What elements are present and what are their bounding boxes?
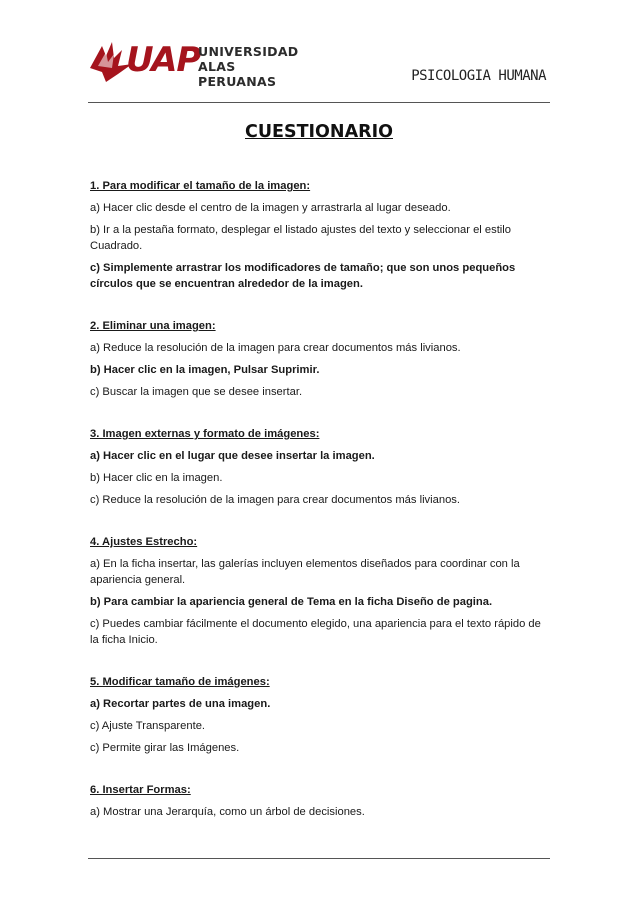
- university-name-line2: ALAS PERUANAS: [198, 59, 277, 89]
- question-block: [90, 782, 548, 820]
- question-block: [90, 534, 548, 648]
- question-title: 3. Imagen externas y formato de imágenes:: [90, 428, 320, 440]
- question-block: [90, 426, 548, 508]
- logo-mark: UAP: [126, 40, 201, 80]
- answer-option: a) En la ficha insertar, las galerías incluyen elementos diseñados para coordinar con la apariencia general.: [90, 558, 520, 586]
- answer-option-correct: b) Hacer clic en la imagen, Pulsar Suprimir.: [90, 364, 320, 376]
- university-name-line1: UNIVERSIDAD: [198, 44, 299, 59]
- answer-option: b) Hacer clic en la imagen.: [90, 472, 223, 484]
- university-name: [198, 44, 298, 89]
- question-title: 2. Eliminar una imagen:: [90, 320, 216, 332]
- questionnaire: [90, 178, 548, 826]
- question-block: [90, 178, 548, 292]
- question-title: 6. Insertar Formas:: [90, 784, 191, 796]
- page-header: [88, 36, 550, 106]
- answer-option: c) Buscar la imagen que se desee insertar.: [90, 386, 303, 398]
- answer-option-correct: a) Hacer clic en el lugar que desee insertar la imagen.: [90, 450, 375, 462]
- question-block: [90, 674, 548, 756]
- answer-option: c) Puedes cambiar fácilmente el documento elegido, una apariencia para el texto rápido de la ficha Inicio.: [90, 618, 541, 646]
- question-title: 4. Ajustes Estrecho:: [90, 536, 198, 548]
- answer-option: c) Permite girar las Imágenes.: [90, 742, 240, 754]
- page-title: CUESTIONARIO: [245, 122, 393, 142]
- answer-option: b) Ir a la pestaña formato, desplegar el listado ajustes del texto y seleccionar el estilo Cuadrado.: [90, 224, 512, 252]
- answer-option: c) Reduce la resolución de la imagen para crear documentos más livianos.: [90, 494, 460, 506]
- answer-option-correct: c) Simplemente arrastrar los modificadores de tamaño; que son unos pequeños círculos que se encuentran alrededor de la imagen.: [90, 262, 516, 290]
- answer-option-correct: b) Para cambiar la apariencia general de Tema en la ficha Diseño de pagina.: [90, 596, 493, 608]
- answer-option: c) Ajuste Transparente.: [90, 720, 206, 732]
- question-title: 1. Para modificar el tamaño de la imagen:: [90, 180, 311, 192]
- answer-option: a) Mostrar una Jerarquía, como un árbol de decisiones.: [90, 806, 365, 818]
- question-title: 5. Modificar tamaño de imágenes:: [90, 676, 270, 688]
- footer-divider: [88, 858, 550, 859]
- question-block: [90, 318, 548, 400]
- header-divider: [88, 102, 550, 103]
- answer-option-correct: a) Recortar partes de una imagen.: [90, 698, 271, 710]
- course-subject: PSICOLOGIA HUMANA: [411, 68, 546, 84]
- answer-option: a) Reduce la resolución de la imagen para crear documentos más livianos.: [90, 342, 461, 354]
- answer-option: a) Hacer clic desde el centro de la imagen y arrastrarla al lugar deseado.: [90, 202, 451, 214]
- university-logo: [88, 36, 298, 88]
